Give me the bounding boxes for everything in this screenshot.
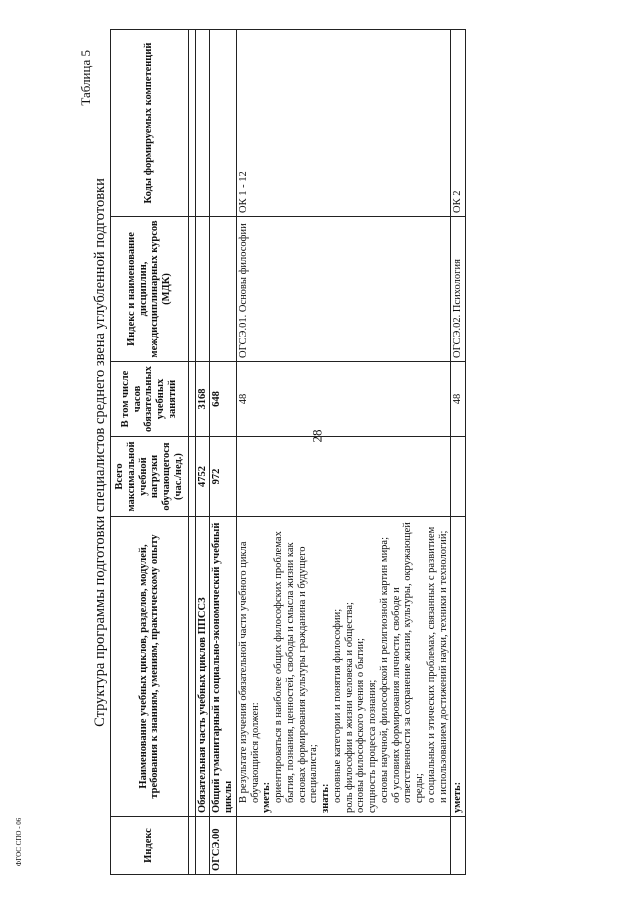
znat-label: знать: [320, 783, 331, 813]
table-label: Таблица 5 [78, 50, 93, 106]
mandatory-part-row [195, 30, 210, 875]
header-index: Индекс [111, 817, 189, 875]
header-max-load: Всего максимальной учебной нагрузки обучающегося (час./нед.) [111, 437, 189, 517]
curriculum-table [110, 29, 466, 875]
psychology-discipline: ОГСЭ.02. Психология [451, 217, 466, 362]
header-mandatory-hours: В том числе часов обязательных учебных занятий [111, 362, 189, 437]
umet-text: ориентироваться в наиболее общих философских проблемах бытия, познания, ценностей, свободы и смысла жизни как основах формирования культуры гражданина и будущего специалиста; [273, 531, 320, 803]
znat-item: основные категории и понятия философии; [331, 608, 343, 803]
psychology-umet-label: уметь: [451, 517, 466, 817]
cycle-max-load: 972 [210, 437, 237, 517]
cycle-hours: 648 [210, 362, 237, 437]
cycle-index: ОГСЭ.00 [210, 817, 237, 875]
philosophy-discipline: ОГСЭ.01. Основы философии [236, 217, 451, 362]
philosophy-hours: 48 [236, 362, 451, 437]
cycle-name: Общий гуманитарный и социально-экономический учебный циклы [210, 517, 237, 817]
header-competencies: Коды формируемых компетенций [111, 30, 189, 217]
footer-code: ФГОС СПО - 06 [15, 817, 23, 867]
znat-item: основы научной, философской и религиозной картин мира; [378, 536, 390, 803]
mandatory-part-max-load: 4752 [195, 437, 210, 517]
psychology-competencies: ОК 2 [451, 30, 466, 217]
landscape-content [70, 0, 640, 905]
philosophy-competencies: ОК 1 - 12 [236, 30, 451, 217]
znat-item: роль философии в жизни человека и общества; [343, 602, 355, 813]
philosophy-row [236, 30, 451, 875]
psychology-hours: 48 [451, 362, 466, 437]
header-name: Наименование учебных циклов, разделов, модулей, требования к знаниям, умениям, практическому опыту [111, 517, 189, 817]
znat-item: основы философского учения о бытии; [355, 638, 367, 813]
page-number: 28 [309, 429, 325, 443]
cycle-row [210, 30, 237, 875]
table-header-row [111, 30, 189, 875]
header-discipline: Индекс и наименование дисциплин, междисциплинарных курсов (МДК) [111, 217, 189, 362]
intro-text: В результате изучения обязательной части учебного цикла обучающийся должен: [237, 541, 261, 803]
mandatory-part-hours: 3168 [195, 362, 210, 437]
mandatory-part-name: Обязательная часть учебных циклов ППССЗ [195, 517, 210, 817]
znat-item: о социальных и этических проблемах, связанных с развитием и использованием достижений науки, техники и технологий; [425, 526, 449, 803]
psychology-row [451, 30, 466, 875]
philosophy-requirements [236, 517, 451, 817]
znat-item: об условиях формирования личности, свободе и ответственности за сохранение жизни, культуры, окружающей среды; [390, 522, 425, 803]
table-spacer-row [188, 30, 195, 875]
znat-item: сущность процесса познания; [367, 679, 378, 813]
umet-label: уметь: [261, 781, 273, 813]
document-title: Структура программы подготовки специалистов среднего звена углубленной подготовки [92, 178, 108, 727]
